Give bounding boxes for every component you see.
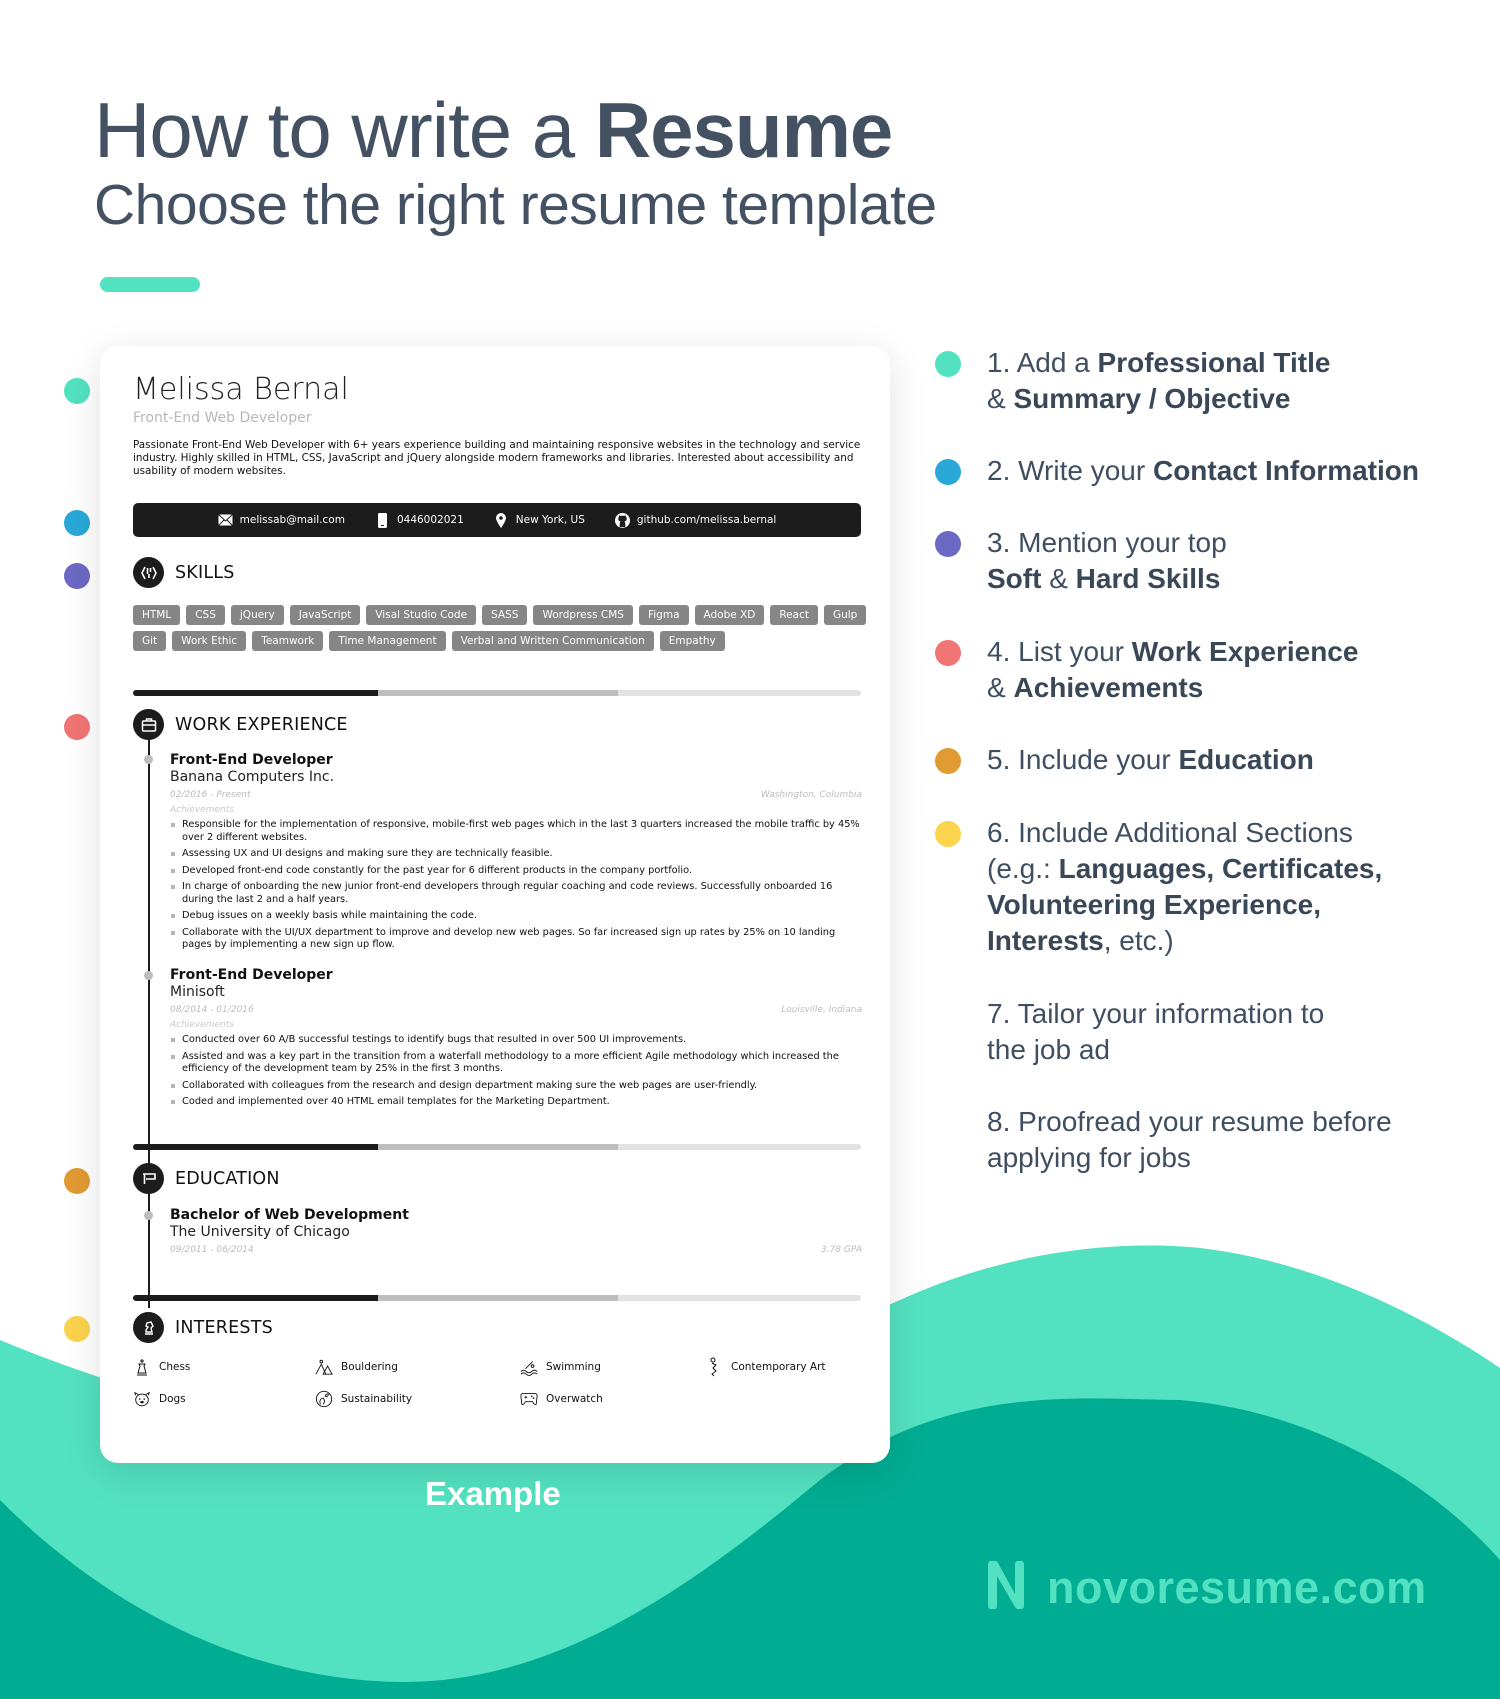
marker-dot-skills (64, 563, 90, 589)
skill-tag: jQuery (231, 605, 284, 625)
achievement-item: Collaborated with colleagues from the research and design department making sure the web pages are user-friendly. (170, 1080, 862, 1093)
brand-name: novoresume.com (1047, 1561, 1427, 1613)
step-dot-2 (935, 459, 961, 485)
timeline-dot (144, 1211, 153, 1220)
job-entry: Front-End Developer Banana Computers Inc. 02/2016 - Present Washington, Columbia Achievements Responsible for the implementation of responsive, mobile-first web pages which in the last 3 quarters increased the mobile traffic by 45% over 2 different websites. Assessing UX and UI designs and making sure they are technically feasible. Developed front-end code constantly for the past year for 6 different products in the company portfolio. In charge of onboarding the new junior front-end developers through regular coaching and code reviews. Successfully onboarded 16 during the last 2 and a half years. Debug issues on a weekly basis while maintaining the code. Collaborate with the UI/UX department to improve and develop new web pages. So far increased sign up rates by 25% on 10 landing pages by implementing a new sign up flow. (170, 752, 862, 950)
page-title: How to write a Resume (94, 86, 893, 174)
step-1: 1. Add a Professional Title & Summary / Objective (987, 347, 1331, 414)
achievements-list (170, 819, 862, 952)
dog-face-icon (133, 1390, 151, 1408)
achievement-item: Responsible for the implementation of responsive, mobile-first web pages which in the last 3 quarters increased the mobile traffic by 45% over 2 different websites. (170, 819, 862, 844)
step-dot-6 (935, 821, 961, 847)
github-icon (615, 513, 630, 528)
skill-tag: CSS (186, 605, 225, 625)
map-pin-icon (494, 513, 509, 528)
hero-header (94, 88, 937, 238)
chess-knight-icon (133, 1312, 164, 1343)
skill-tag: Adobe XD (695, 605, 765, 625)
section-divider (133, 1295, 861, 1301)
resume-example-card (100, 346, 890, 1463)
page-subtitle: Choose the right resume template (94, 173, 937, 237)
achievement-item: In charge of onboarding the new junior front-end developers through regular coaching and code reviews. Successfully onboarded 16 during the last 2 and a half years. (170, 881, 862, 906)
phone-icon (375, 513, 390, 528)
graduation-cap-icon (133, 1163, 164, 1194)
earth-leaf-icon (315, 1390, 333, 1408)
skill-tag: HTML (133, 605, 180, 625)
step-5: 5. Include your Education (987, 744, 1314, 775)
achievements-list (170, 1034, 862, 1109)
briefcase-icon (133, 709, 164, 740)
contact-github: github.com/melissa.bernal (615, 513, 776, 528)
contact-bar (133, 503, 861, 537)
step-7: 7. Tailor your information to the job ad (987, 998, 1325, 1065)
interests-list (133, 1358, 861, 1408)
interest-item: Dogs (133, 1390, 315, 1408)
step-4: 4. List your Work Experience & Achievements (987, 636, 1359, 703)
step-8: 8. Proofread your resume before applying for jobs (987, 1106, 1392, 1173)
timeline-dot (144, 971, 153, 980)
interest-item: Swimming (520, 1358, 705, 1376)
skill-tag: Verbal and Written Communication (452, 631, 654, 651)
skill-tag: Empathy (660, 631, 725, 651)
achievement-item: Collaborate with the UI/UX department to improve and develop new web pages. So far increased sign up rates by 25% on 10 landing pages by implementing a new sign up flow. (170, 927, 862, 952)
skill-tag: SASS (482, 605, 527, 625)
education-entry: Bachelor of Web Development The University of Chicago 09/2011 - 06/2014 3.78 GPA (170, 1207, 862, 1255)
accent-bar (100, 277, 200, 292)
marker-dot-contact (64, 510, 90, 536)
skill-tag: React (770, 605, 818, 625)
timeline-line (148, 738, 150, 1308)
section-divider (133, 1144, 861, 1150)
marker-dot-summary (64, 378, 90, 404)
sculpture-icon (705, 1358, 723, 1376)
brand-logo[interactable] (985, 1560, 1427, 1615)
marker-dot-work (64, 714, 90, 740)
skills-list (133, 605, 873, 651)
envelope-icon (218, 513, 233, 528)
chess-piece-icon (133, 1358, 151, 1376)
mountain-climb-icon (315, 1358, 333, 1376)
interest-item: Sustainability (315, 1390, 520, 1408)
timeline-dot (144, 755, 153, 764)
interest-item: Overwatch (520, 1390, 705, 1408)
step-dot-3 (935, 531, 961, 557)
gamepad-icon (520, 1390, 538, 1408)
step-2: 2. Write your Contact Information (987, 455, 1419, 486)
achievement-item: Conducted over 60 A/B successful testings to identify bugs that resulted in over 500 UI improvements. (170, 1034, 862, 1047)
contact-email: melissab@mail.com (218, 513, 345, 528)
step-dot-4 (935, 640, 961, 666)
step-dot-5 (935, 748, 961, 774)
swimming-icon (520, 1358, 538, 1376)
marker-dot-interests (64, 1316, 90, 1342)
skill-tag: Teamwork (252, 631, 323, 651)
timeline-line (148, 1192, 150, 1208)
skill-tag: Figma (639, 605, 689, 625)
step-3: 3. Mention your top Soft & Hard Skills (987, 527, 1227, 594)
achievement-item: Debug issues on a weekly basis while maintaining the code. (170, 910, 862, 923)
skill-tag: Gulp (824, 605, 866, 625)
step-6: 6. Include Additional Sections (e.g.: Languages, Certificates, Volunteering Experience, Interests, etc.) (987, 817, 1383, 956)
achievement-item: Developed front-end code constantly for the past year for 6 different products in the company portfolio. (170, 865, 862, 878)
job-entry: Front-End Developer Minisoft 08/2014 - 01/2016 Louisville, Indiana Achievements Conducted over 60 A/B successful testings to identify bugs that resulted in over 500 UI improvements. Assisted and was a key part in the transition from a waterfall methodology to a more efficient Agile methodology which increased the efficiency of the development team by 25% in the first 3 months. Collaborated with colleagues from the research and design department making sure the web pages are user-friendly. Coded and implemented over 40 HTML email templates for the Marketing Department. (170, 967, 862, 1107)
resume-name: Melissa Bernal (133, 372, 349, 407)
skill-tag: Work Ethic (172, 631, 246, 651)
skill-tag: Time Management (329, 631, 445, 651)
step-dot-1 (935, 351, 961, 377)
skill-tag: Visal Studio Code (366, 605, 476, 625)
example-label: Example (425, 1475, 561, 1512)
achievement-item: Assisted and was a key part in the transition from a waterfall methodology to a more efficient Agile methodology which increased the efficiency of the development team by 25% in the first 3 months. (170, 1051, 862, 1076)
interest-item: Chess (133, 1358, 315, 1376)
section-header-education: EDUCATION (133, 1163, 280, 1194)
section-divider (133, 690, 861, 696)
skill-tag: Git (133, 631, 166, 651)
marker-dot-education (64, 1168, 90, 1194)
novoresume-logo-icon (985, 1560, 1037, 1615)
section-header-interests: INTERESTS (133, 1312, 273, 1343)
achievement-item: Assessing UX and UI designs and making sure they are technically feasible. (170, 848, 862, 861)
skill-tag: JavaScript (290, 605, 361, 625)
interest-item: Contemporary Art (705, 1358, 865, 1376)
section-header-work: WORK EXPERIENCE (133, 709, 348, 740)
contact-location: New York, US (494, 513, 585, 528)
code-brackets-icon (133, 557, 164, 588)
resume-summary: Passionate Front-End Web Developer with 6+ years experience building and maintaining responsive websites in the technology and service industry. Highly skilled in HTML, CSS, JavaScript and jQuery alongside modern frameworks and libraries. Interested about accessibility and usability of modern websites. (133, 439, 861, 477)
interest-item: Bouldering (315, 1358, 520, 1376)
resume-role: Front-End Web Developer (133, 410, 312, 426)
achievement-item: Coded and implemented over 40 HTML email templates for the Marketing Department. (170, 1096, 862, 1109)
contact-phone: 0446002021 (375, 513, 464, 528)
section-header-skills: SKILLS (133, 557, 235, 588)
skill-tag: Wordpress CMS (533, 605, 633, 625)
